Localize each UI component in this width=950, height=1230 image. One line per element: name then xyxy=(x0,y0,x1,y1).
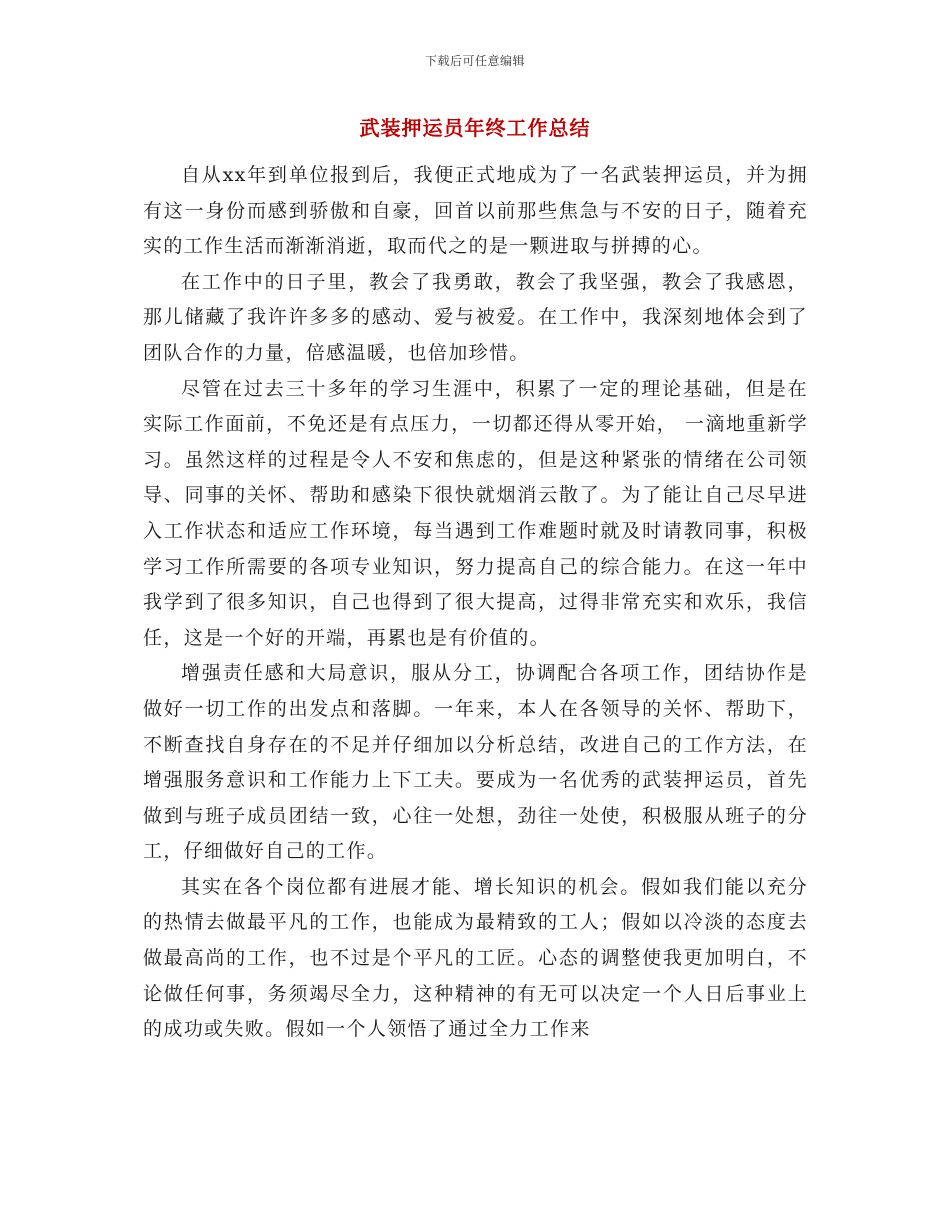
paragraph-1: 自从xx年到单位报到后，我便正式地成为了一名武装押运员，并为拥有这一身份而感到骄傲和自豪，回首以前那些焦急与不安的日子，随着充实的工作生活而渐渐消逝，取而代之的是一颗进取与拼搏的心。 xyxy=(143,164,808,258)
paragraph-2: 在工作中的日子里，教会了我勇敢，教会了我坚强，教会了我感恩，那儿储藏了我许许多多的感动、爱与被爱。在工作中，我深刻地体会到了团队合作的力量，倍感温暖，也倍加珍惜。 xyxy=(143,270,808,364)
document-body xyxy=(143,158,808,1048)
paragraph-5: 其实在各个岗位都有进展才能、增长知识的机会。假如我们能以充分的热情去做最平凡的工作，也能成为最精致的工人；假如以冷淡的态度去做最高尚的工作，也不过是个平凡的工匠。心态的调整使我更加明白，不论做任何事，务须竭尽全力，这种精神的有无可以决定一个人日后事业上的成功或失败。假如一个人领悟了通过全力工作来 xyxy=(143,875,808,1041)
paragraph-4: 增强责任感和大局意识，服从分工，协调配合各项工作，团结协作是做好一切工作的出发点和落脚。一年来，本人在各领导的关怀、帮助下，不断查找自身存在的不足并仔细加以分析总结，改进自己的工作方法，在增强服务意识和工作能力上下工夫。要成为一名优秀的武装押运员，首先做到与班子成员团结一致，心往一处想，劲往一处使，积极服从班子的分工，仔细做好自己的工作。 xyxy=(143,662,808,863)
header-note: 下载后可任意编辑 xyxy=(424,54,525,68)
paragraph-3: 尽管在过去三十多年的学习生涯中，积累了一定的理论基础，但是在实际工作面前，不免还是有点压力，一切都还得从零开始， 一滴地重新学习。虽然这样的过程是令人不安和焦虑的，但是这种紧张的情绪在公司领导、同事的关怀、帮助和感染下很快就烟消云散了。为了能让自己尽早进入工作状态和适应工作环境，每当遇到工作难题时就及时请教同事，积极学习工作所需要的各项专业知识，努力提高自己的综合能力。在这一年中我学到了很多知识，自己也得到了很大提高，过得非常充实和欢乐，我信任，这是一个好的开端，再累也是有价值的。 xyxy=(143,377,808,649)
document-title: 武装押运员年终工作总结 xyxy=(359,116,591,140)
